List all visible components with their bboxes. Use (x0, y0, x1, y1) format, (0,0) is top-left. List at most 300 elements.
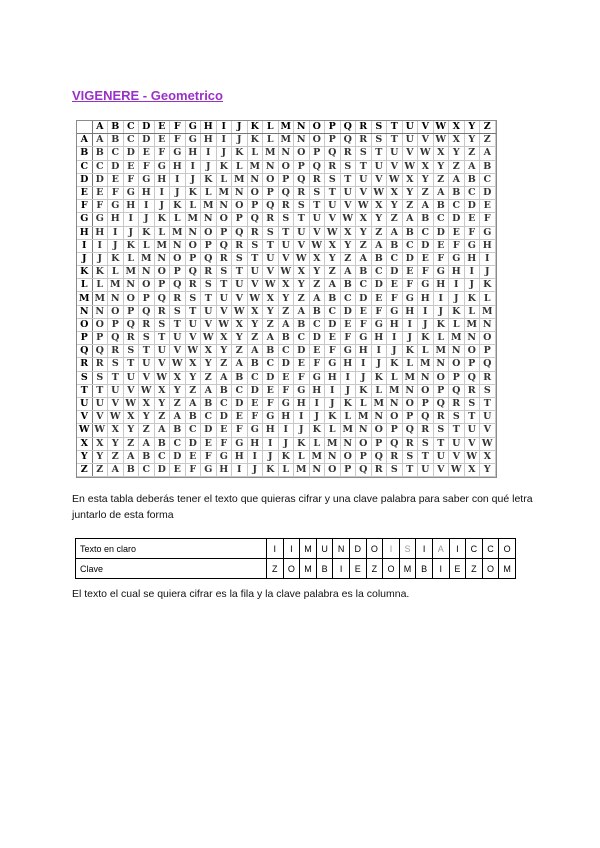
table-cell: I (402, 318, 418, 331)
row-header: I (77, 239, 92, 252)
table-cell: I (449, 279, 465, 292)
table-cell: E (340, 318, 356, 331)
table-cell: H (154, 173, 170, 186)
table-cell: Y (449, 147, 465, 160)
table-cell: U (325, 200, 341, 213)
table-cell: C (294, 332, 310, 345)
table-cell: H (402, 305, 418, 318)
table-cell: N (402, 384, 418, 397)
table-cell: F (92, 200, 108, 213)
table-cell: C (247, 371, 263, 384)
table-cell: W (464, 450, 480, 463)
table-cell: S (278, 213, 294, 226)
table-cell: P (216, 226, 232, 239)
table-cell: N (170, 239, 186, 252)
table-cell: P (92, 332, 108, 345)
table-row (77, 134, 495, 147)
table-cell: Z (325, 266, 341, 279)
table-cell: O (340, 450, 356, 463)
table-cell: L (185, 200, 201, 213)
table-cell: K (139, 226, 155, 239)
table-cell: A (433, 186, 449, 199)
table-row (77, 463, 495, 476)
row-header: C (77, 160, 92, 173)
table-cell: Z (139, 424, 155, 437)
table-cell: E (263, 384, 279, 397)
table-cell: Z (480, 134, 496, 147)
table-cell: M (309, 450, 325, 463)
table-cell: C (154, 450, 170, 463)
table-cell: P (108, 318, 124, 331)
vigenere-grid (77, 121, 496, 477)
table-cell: V (309, 226, 325, 239)
table-cell: F (278, 384, 294, 397)
table-cell: I (480, 252, 496, 265)
table-cell: C (464, 186, 480, 199)
table-cell: S (356, 147, 372, 160)
table-cell: E (387, 279, 403, 292)
row-header: Z (77, 463, 92, 476)
table-cell: S (418, 437, 434, 450)
column-header: E (154, 121, 170, 134)
table-row (77, 292, 495, 305)
table-cell: I (154, 186, 170, 199)
table-cell: B (418, 213, 434, 226)
table-cell: S (92, 371, 108, 384)
table-cell: F (139, 160, 155, 173)
table-cell: H (480, 239, 496, 252)
table-cell: B (247, 358, 263, 371)
column-header: K (247, 121, 263, 134)
table-cell: G (232, 437, 248, 450)
table-cell: P (356, 450, 372, 463)
table-cell: H (294, 397, 310, 410)
table-cell: T (294, 213, 310, 226)
table-cell: P (433, 384, 449, 397)
table-cell: T (170, 318, 186, 331)
example-cell: M (300, 539, 317, 559)
table-cell: F (325, 345, 341, 358)
table-cell: C (201, 411, 217, 424)
table-cell: X (449, 134, 465, 147)
table-cell: H (325, 371, 341, 384)
table-cell: R (154, 305, 170, 318)
table-cell: K (418, 332, 434, 345)
table-cell: X (216, 332, 232, 345)
table-cell: L (170, 213, 186, 226)
column-header: X (449, 121, 465, 134)
table-cell: E (356, 305, 372, 318)
example-cell: U (316, 539, 333, 559)
table-cell: N (278, 147, 294, 160)
table-cell: C (139, 463, 155, 476)
table-cell: O (387, 411, 403, 424)
table-cell: P (464, 358, 480, 371)
table-cell: M (108, 279, 124, 292)
table-cell: A (201, 384, 217, 397)
table-cell: G (371, 318, 387, 331)
table-cell: S (480, 384, 496, 397)
table-cell: X (232, 318, 248, 331)
table-cell: O (356, 437, 372, 450)
table-cell: X (387, 186, 403, 199)
table-cell: L (232, 160, 248, 173)
table-cell: J (480, 266, 496, 279)
table-cell: P (387, 424, 403, 437)
table-cell: Z (216, 358, 232, 371)
table-cell: X (340, 226, 356, 239)
table-cell: C (232, 384, 248, 397)
table-cell: Q (387, 437, 403, 450)
table-cell: W (418, 147, 434, 160)
table-cell: Y (201, 358, 217, 371)
table-cell: F (309, 358, 325, 371)
table-cell: S (263, 226, 279, 239)
table-cell: Z (464, 147, 480, 160)
table-cell: N (449, 345, 465, 358)
table-cell: M (325, 437, 341, 450)
table-cell: X (108, 424, 124, 437)
table-cell: G (402, 292, 418, 305)
column-header: Y (464, 121, 480, 134)
table-cell: R (170, 292, 186, 305)
table-cell: F (294, 371, 310, 384)
table-cell: Y (340, 239, 356, 252)
table-cell: E (123, 160, 139, 173)
table-cell: E (154, 134, 170, 147)
table-cell: G (325, 358, 341, 371)
row-header: X (77, 437, 92, 450)
table-cell: H (340, 358, 356, 371)
table-cell: R (449, 397, 465, 410)
table-cell: C (418, 226, 434, 239)
corner-cell (77, 121, 92, 134)
table-cell: R (356, 134, 372, 147)
table-cell: R (185, 279, 201, 292)
table-row (77, 305, 495, 318)
table-cell: K (278, 450, 294, 463)
table-cell: I (387, 332, 403, 345)
table-cell: J (325, 397, 341, 410)
table-cell: L (278, 463, 294, 476)
table-cell: O (433, 371, 449, 384)
table-cell: D (449, 213, 465, 226)
table-cell: E (108, 173, 124, 186)
table-cell: J (123, 226, 139, 239)
table-cell: Q (340, 134, 356, 147)
table-cell: U (340, 186, 356, 199)
table-cell: M (247, 160, 263, 173)
table-cell: O (278, 160, 294, 173)
table-cell: M (216, 186, 232, 199)
table-cell: T (123, 358, 139, 371)
table-cell: L (247, 147, 263, 160)
table-cell: V (232, 292, 248, 305)
table-cell: G (139, 173, 155, 186)
table-cell: D (278, 358, 294, 371)
table-cell: N (247, 173, 263, 186)
table-cell: D (325, 318, 341, 331)
table-cell: Q (247, 213, 263, 226)
table-cell: Z (263, 318, 279, 331)
row-header: D (77, 173, 92, 186)
table-cell: C (185, 424, 201, 437)
table-cell: Y (170, 384, 186, 397)
table-cell: T (464, 411, 480, 424)
table-cell: B (464, 173, 480, 186)
table-cell: E (216, 424, 232, 437)
table-cell: B (92, 147, 108, 160)
table-cell: X (433, 147, 449, 160)
table-cell: L (340, 411, 356, 424)
table-cell: V (418, 134, 434, 147)
example-cell: O (383, 559, 400, 579)
table-cell: U (278, 239, 294, 252)
table-cell: R (464, 384, 480, 397)
table-cell: Q (263, 200, 279, 213)
table-cell: A (232, 358, 248, 371)
table-cell: M (371, 397, 387, 410)
table-cell: T (325, 186, 341, 199)
table-cell: S (449, 411, 465, 424)
table-cell: D (139, 134, 155, 147)
table-cell: G (387, 305, 403, 318)
table-cell: G (278, 397, 294, 410)
table-cell: Z (418, 186, 434, 199)
table-cell: W (480, 437, 496, 450)
table-cell: O (309, 134, 325, 147)
table-cell: O (201, 226, 217, 239)
table-row (77, 160, 495, 173)
table-cell: L (433, 332, 449, 345)
table-cell: M (433, 345, 449, 358)
table-cell: U (247, 266, 263, 279)
table-cell: A (92, 134, 108, 147)
row-header: K (77, 266, 92, 279)
table-cell: L (449, 318, 465, 331)
table-row (77, 358, 495, 371)
table-cell: V (340, 200, 356, 213)
table-cell: J (371, 358, 387, 371)
table-row (77, 384, 495, 397)
row-header: M (77, 292, 92, 305)
table-cell: T (340, 173, 356, 186)
table-cell: I (216, 134, 232, 147)
table-cell: L (294, 450, 310, 463)
table-cell: B (108, 134, 124, 147)
table-cell: I (263, 437, 279, 450)
example-cell: Z (366, 559, 383, 579)
table-cell: F (263, 397, 279, 410)
row-header: H (77, 226, 92, 239)
table-cell: A (449, 173, 465, 186)
example-cell: E (349, 559, 366, 579)
table-cell: C (92, 160, 108, 173)
table-row (77, 266, 495, 279)
table-cell: E (371, 292, 387, 305)
table-cell: G (356, 332, 372, 345)
table-cell: S (232, 252, 248, 265)
table-cell: R (232, 239, 248, 252)
table-cell: Z (278, 305, 294, 318)
example-cell: O (366, 539, 383, 559)
table-cell: K (433, 318, 449, 331)
table-cell: Q (294, 173, 310, 186)
table-cell: I (340, 371, 356, 384)
table-cell: R (371, 463, 387, 476)
table-cell: R (387, 450, 403, 463)
table-cell: Z (294, 292, 310, 305)
table-cell: L (480, 292, 496, 305)
table-cell: Z (185, 384, 201, 397)
row-header: B (77, 147, 92, 160)
table-cell: L (201, 186, 217, 199)
table-cell: O (170, 252, 186, 265)
table-cell: S (433, 424, 449, 437)
table-cell: D (480, 186, 496, 199)
column-header: O (309, 121, 325, 134)
table-cell: P (185, 252, 201, 265)
table-row (77, 252, 495, 265)
table-cell: B (170, 424, 186, 437)
table-cell: N (356, 424, 372, 437)
table-cell: N (340, 437, 356, 450)
table-cell: T (154, 332, 170, 345)
column-header: F (170, 121, 186, 134)
intro-paragraph: En esta tabla deberás tener el texto que quieras cifrar y una clave palabra para saber con qué letra juntarlo de esta forma (72, 493, 533, 521)
table-cell: V (123, 384, 139, 397)
table-cell: K (387, 358, 403, 371)
table-cell: Y (309, 266, 325, 279)
table-cell: Q (356, 463, 372, 476)
table-cell: X (154, 384, 170, 397)
table-cell: E (278, 371, 294, 384)
table-cell: M (480, 305, 496, 318)
table-cell: U (139, 358, 155, 371)
table-cell: B (201, 397, 217, 410)
row-header: W (77, 424, 92, 437)
table-cell: I (464, 266, 480, 279)
table-cell: D (263, 371, 279, 384)
table-cell: C (108, 147, 124, 160)
table-cell: F (247, 411, 263, 424)
table-cell: G (309, 371, 325, 384)
table-cell: F (464, 226, 480, 239)
table-cell: K (294, 437, 310, 450)
table-cell: W (340, 213, 356, 226)
table-cell: X (170, 371, 186, 384)
table-cell: D (387, 266, 403, 279)
table-cell: H (356, 345, 372, 358)
table-row (77, 186, 495, 199)
table-cell: F (216, 437, 232, 450)
table-cell: S (154, 318, 170, 331)
table-cell: D (123, 147, 139, 160)
table-cell: Y (387, 200, 403, 213)
table-cell: O (418, 384, 434, 397)
table-cell: A (139, 437, 155, 450)
example-table (75, 538, 516, 579)
table-cell: Y (247, 318, 263, 331)
table-row (77, 371, 495, 384)
table-cell: K (92, 266, 108, 279)
table-cell: J (418, 318, 434, 331)
table-cell: J (433, 305, 449, 318)
table-cell: W (356, 200, 372, 213)
example-cell: A (432, 539, 449, 559)
table-cell: B (480, 160, 496, 173)
table-cell: J (139, 213, 155, 226)
table-cell: Q (216, 239, 232, 252)
table-cell: S (325, 173, 341, 186)
page-title[interactable]: VIGENERE - Geometrico (72, 88, 223, 103)
table-cell: W (309, 239, 325, 252)
table-cell: D (402, 252, 418, 265)
table-cell: Q (278, 186, 294, 199)
table-cell: Z (371, 226, 387, 239)
table-cell: Q (92, 345, 108, 358)
table-cell: O (325, 463, 341, 476)
table-cell: Y (402, 186, 418, 199)
table-cell: K (340, 397, 356, 410)
table-cell: J (201, 160, 217, 173)
table-cell: Y (325, 252, 341, 265)
table-cell: G (247, 424, 263, 437)
table-row (77, 147, 495, 160)
column-header: D (139, 121, 155, 134)
table-cell: L (325, 424, 341, 437)
table-cell: Z (170, 397, 186, 410)
table-cell: I (371, 345, 387, 358)
table-cell: H (433, 279, 449, 292)
table-cell: V (263, 266, 279, 279)
table-cell: Q (108, 332, 124, 345)
table-cell: W (402, 160, 418, 173)
table-cell: E (480, 200, 496, 213)
table-cell: Z (356, 239, 372, 252)
table-cell: K (232, 147, 248, 160)
table-cell: U (263, 252, 279, 265)
table-cell: H (387, 318, 403, 331)
table-cell: Z (154, 411, 170, 424)
table-cell: T (418, 450, 434, 463)
table-cell: U (294, 226, 310, 239)
table-cell: U (123, 371, 139, 384)
example-cell: Z (267, 559, 284, 579)
table-cell: F (170, 134, 186, 147)
row-header: G (77, 213, 92, 226)
table-cell: D (154, 463, 170, 476)
table-cell: T (402, 463, 418, 476)
table-row (77, 213, 495, 226)
table-cell: N (371, 411, 387, 424)
table-cell: K (356, 384, 372, 397)
table-cell: D (201, 424, 217, 437)
table-cell: N (387, 397, 403, 410)
table-cell: G (92, 213, 108, 226)
table-cell: J (247, 463, 263, 476)
table-cell: V (402, 147, 418, 160)
table-cell: K (371, 371, 387, 384)
table-cell: U (216, 292, 232, 305)
table-cell: S (340, 160, 356, 173)
table-cell: J (449, 292, 465, 305)
table-cell: B (402, 226, 418, 239)
table-cell: Q (480, 358, 496, 371)
table-cell: R (480, 371, 496, 384)
table-cell: X (371, 200, 387, 213)
table-cell: J (185, 173, 201, 186)
